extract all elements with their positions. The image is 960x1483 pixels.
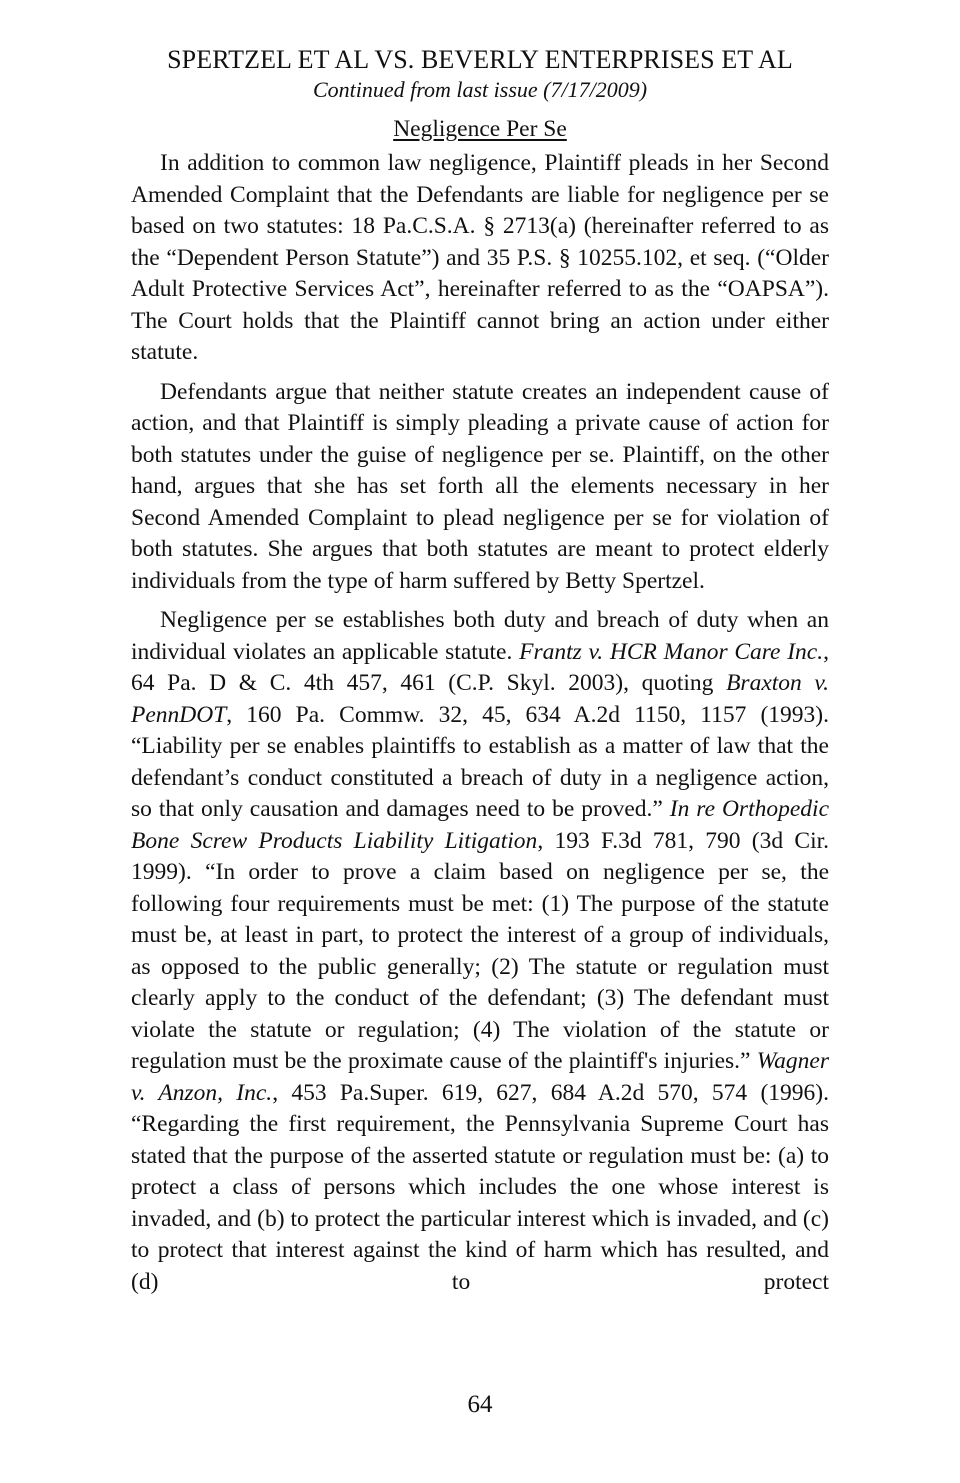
paragraph-3 [131, 605, 829, 1298]
paragraph-1 [131, 148, 829, 369]
paragraph-text: , 453 Pa.Super. 619, 627, 684 A.2d 570, 574 (1996). “Regarding the first requirement, the Pennsylvania Supreme Court has stated that the purpose of the asserted statute or regulation must be: (a) to protect a class of persons which includes the one whose interest is invaded, and (b) to protect the particular interest which is invaded, and (c) to protect that interest against the kind of harm which has resulted, and (d) to protect [131, 1079, 829, 1295]
section-heading: Negligence Per Se [393, 116, 567, 142]
paragraph-text: , 193 F.3d 781, 790 (3d Cir. 1999). “In order to prove a claim based on negligence per se, the following four requirements must be met: (1) The purpose of the statute must be, at least in part, to protect the interest of a group of individuals, as opposed to the public generally; (2) The statute or regulation must clearly apply to the conduct of the defendant; (3) The defendant must violate the statute or regulation; (4) The violation of the statute or regulation must be the proximate cause of the plaintiff's injuries.” [131, 827, 829, 1074]
paragraph-text: , 64 Pa. D & C. 4th 457, 461 (C.P. Skyl. 2003), quoting [131, 638, 829, 696]
case-citation: Braxton v. PennDOT [131, 670, 829, 728]
case-citation: In re Orthopedic Bone Screw Products Liability Litigation [131, 796, 829, 854]
paragraph-text: Negligence per se establishes both duty and breach of duty when an individual violates an applicable statute. [131, 607, 829, 665]
document-page [131, 44, 829, 1306]
case-title: SPERTZEL ET AL VS. BEVERLY ENTERPRISES ET AL [167, 45, 793, 74]
case-citation: Frantz v. HCR Manor Care Inc. [519, 638, 824, 665]
continued-note: Continued from last issue (7/17/2009) [312, 77, 648, 102]
paragraph-text: , 160 Pa. Commw. 32, 45, 634 A.2d 1150, 1157 (1993). “Liability per se enables plaintiffs to establish as a matter of law that the defendant’s conduct constituted a breach of duty in a negligence action, so that only causation and damages need to be proved.” [131, 701, 829, 822]
paragraph-text: In addition to common law negligence, Plaintiff pleads in her Second Amended Complaint that the Defendants are liable for negligence per se based on two statutes: 18 Pa.C.S.A. § 2713(a) (hereinafter referred to as the “Dependent Person Statute”) and 35 P.S. § 10255.102, et seq. (“Older Adult Protective Services Act”, hereinafter referred to as the “OAPSA”). The Court holds that the Plaintiff cannot bring an action under either statute. [131, 150, 829, 365]
paragraph-2 [131, 377, 829, 598]
page-number: 64 [467, 1391, 493, 1418]
case-citation: Wagner v. Anzon, Inc. [131, 1048, 829, 1106]
paragraph-text: Defendants argue that neither statute creates an independent cause of action, and that Plaintiff is simply pleading a private cause of action for both statutes under the guise of negligence per se. Plaintiff, on the other hand, argues that she has set forth all the elements necessary in her Second Amended Complaint to plead negligence per se for violation of both statutes. She argues that both statutes are meant to protect elderly individuals from the type of harm suffered by Betty Spertzel. [131, 378, 829, 594]
